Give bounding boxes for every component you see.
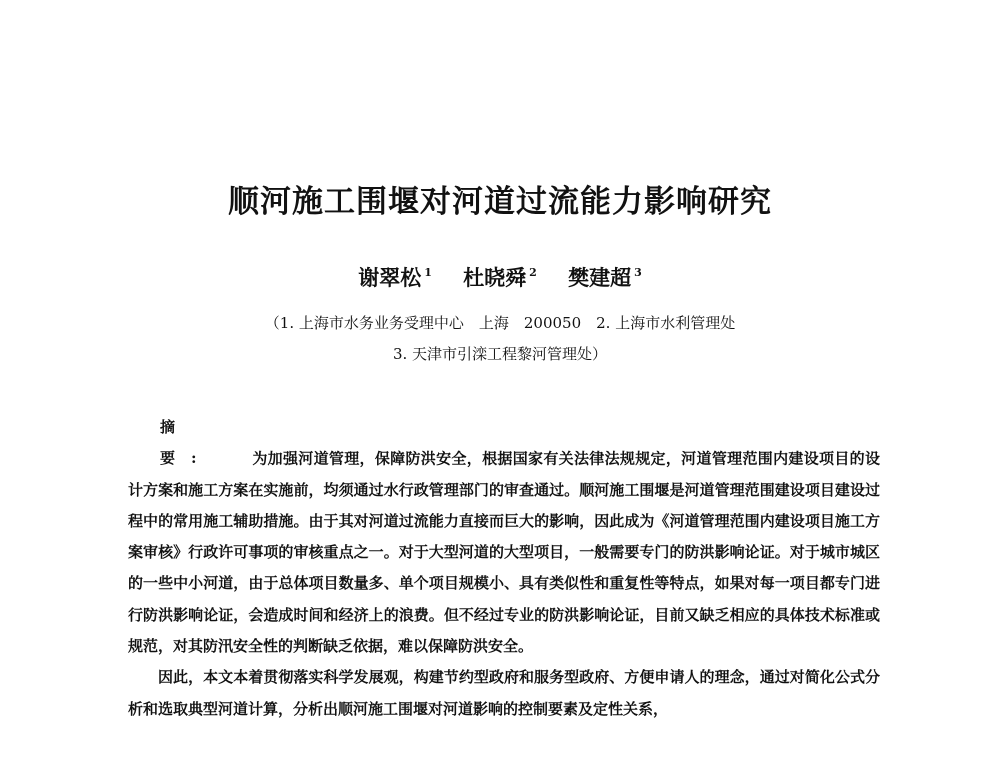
affiliation-mark: 1 bbox=[424, 266, 432, 279]
abstract-text: 为加强河道管理，保障防洪安全，根据国家有关法律法规规定，河道管理范围内建设项目的设计方案和施工方案在实施前，均须通过水行政管理部门的审查通过。顺河施工围堰是河道管理范围建设项目建设过程中的常用施工辅助措施。由于其对河道过流能力直接而巨大的影响，因此成为《河道管理范围内建设项目施工方案审核》行政许可事项的审核重点之一。对于大型河道的大型项目，一般需要专门的防洪影响论证。对于城市城区的一些中小河道，由于总体项目数量多、单个项目规模小、具有类似性和重复性等特点，如果对每一项目都专门进行防洪影响论证，会造成时间和经济上的浪费。但不经过专业的防洪影响论证，目前又缺乏相应的具体技术标准或规范，对其防汛安全性的判断缺乏依据，难以保障防洪安全。 bbox=[128, 449, 880, 656]
author-3 bbox=[568, 258, 642, 293]
affiliation-mark: 2 bbox=[529, 266, 537, 279]
abstract-section bbox=[128, 412, 880, 725]
author-1 bbox=[358, 258, 432, 293]
body-paragraph-2: 因此，本文本着贯彻落实科学发展观，构建节约型政府和服务型政府、方便申请人的理念，通过对简化公式分析和选取典型河道计算，分析出顺河施工围堰对河道影响的控制要素及定性关系， bbox=[128, 668, 880, 718]
affiliation-line-1: （1. 上海市水务业务受理中心 上海 200050 2. 上海市水利管理处 bbox=[264, 314, 736, 332]
author-name: 杜晓舜 bbox=[463, 265, 527, 290]
author-2 bbox=[463, 258, 537, 293]
affiliation-mark: 3 bbox=[634, 266, 642, 279]
affiliation-line-2: 3. 天津市引滦工程黎河管理处） bbox=[392, 345, 608, 363]
author-name: 樊建超 bbox=[568, 265, 632, 290]
paper-title: 顺河施工围堰对河道过流能力影响研究 bbox=[228, 184, 772, 220]
author-list bbox=[0, 258, 1000, 293]
abstract-label: 摘 要: bbox=[160, 418, 213, 468]
author-name: 谢翠松 bbox=[358, 265, 422, 290]
abstract-paragraph bbox=[128, 412, 880, 662]
